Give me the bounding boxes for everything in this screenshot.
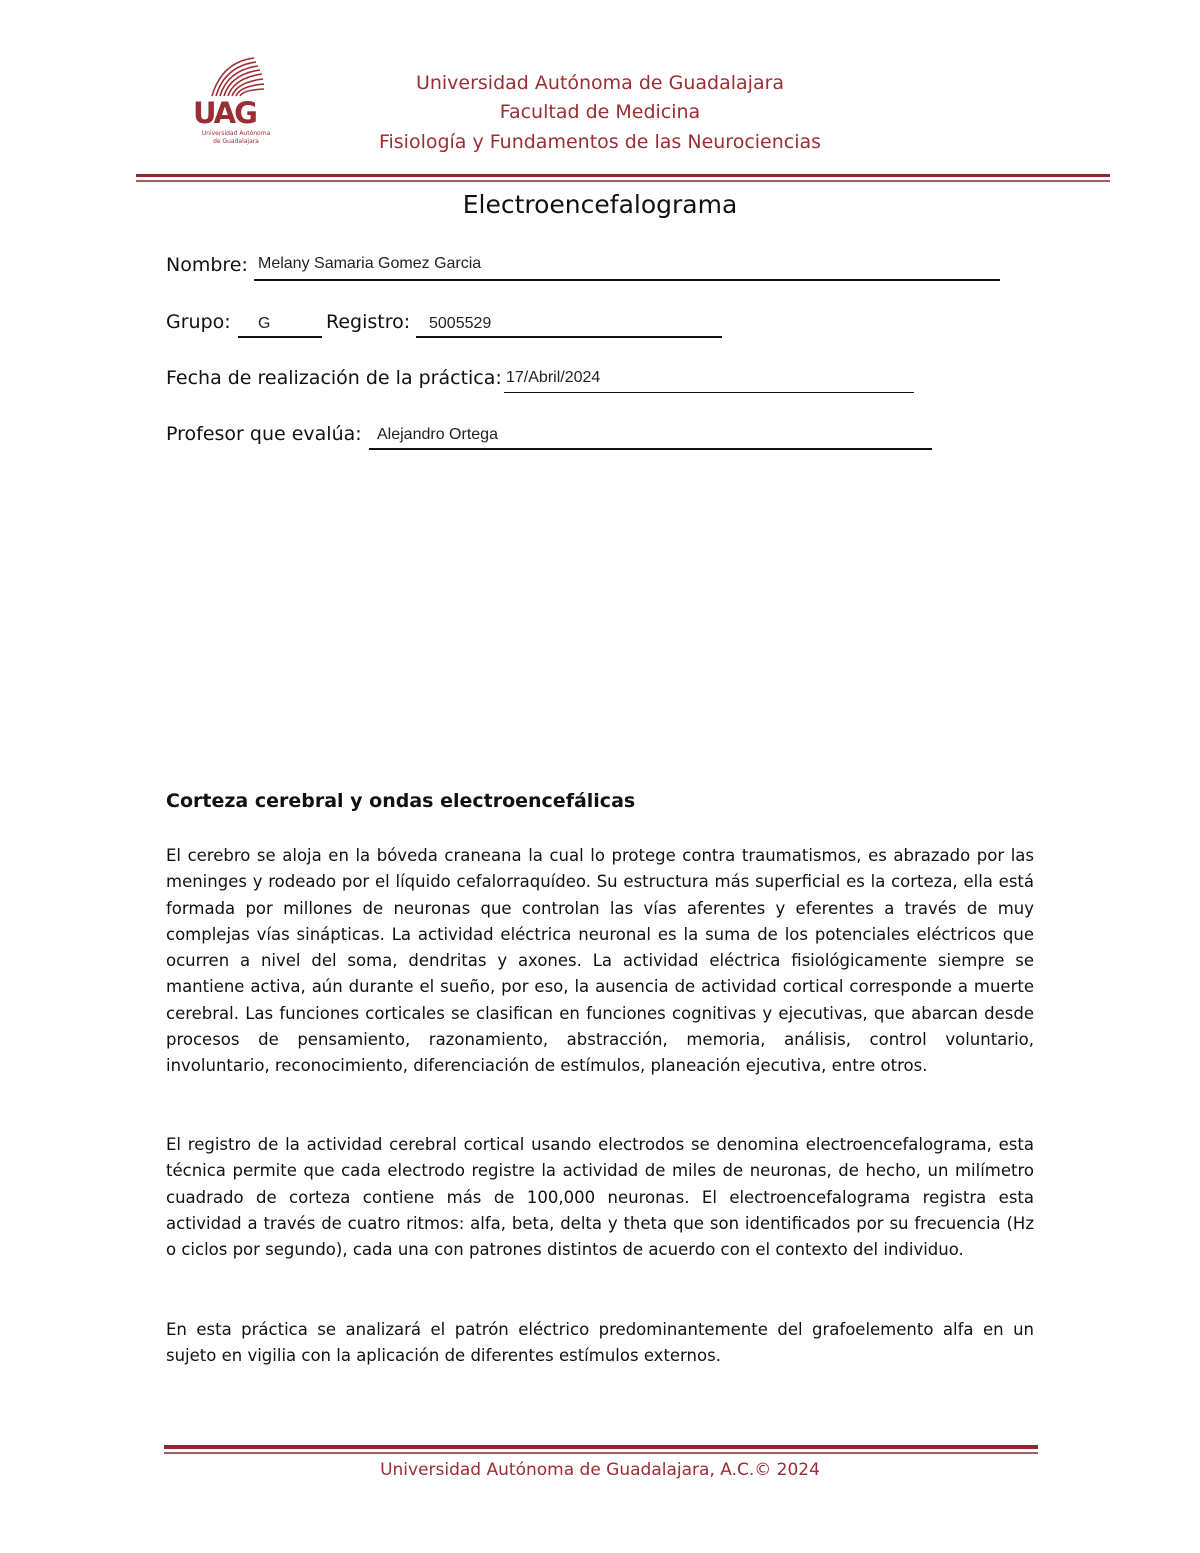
footer-text: Universidad Autónoma de Guadalajara, A.C.© 2024 (380, 1460, 820, 1480)
nombre-row (166, 254, 1006, 284)
profesor-row (166, 423, 946, 453)
grupo-registro-row (166, 311, 766, 341)
faculty-name: Facultad de Medicina (499, 101, 701, 123)
header-rule-bottom (136, 180, 1110, 182)
paragraph-2: El registro de la actividad cerebral cortical usando electrodos se denomina electroencefalograma, esta técnica permite que cada electrodo registre la actividad de miles de neuronas, de hecho, un milímetro cuadrado de corteza contiene más de 100,000 neuronas. El electroencefalograma registra esta actividad a través de cuatro ritmos: alfa, beta, delta y theta que son identificados por su frecuencia (Hz o ciclos por segundo), cada una con patrones distintos de acuerdo con el contexto del individuo. (166, 1135, 1034, 1260)
fecha-line (504, 392, 914, 393)
uag-logo (190, 52, 282, 147)
footer-rule-bottom (164, 1452, 1038, 1454)
svg-text:UAG: UAG (193, 96, 256, 130)
registro-label: Registro: (326, 311, 411, 333)
registro-value: 5005529 (429, 315, 492, 332)
paragraph-1: El cerebro se aloja en la bóveda craneana la cual lo protege contra traumatismos, es abrazado por las meninges y rodeado por el líquido cefalorraquídeo. Su estructura más superficial es la corteza, ella está formada por millones de neuronas que controlan las vías aferentes y eferentes a través de muy complejas vías sinápticas. La actividad eléctrica neuronal es la suma de los potenciales eléctricos que ocurren a nivel del soma, dendritas y axones. La actividad eléctrica fisiológicamente siempre se mantiene activa, aún durante el sueño, por eso, la ausencia de actividad cortical corresponde a muerte cerebral. Las funciones corticales se clasifican en funciones cognitivas y ejecutivas, que abarcan desde procesos de pensamiento, razonamiento, abstracción, memoria, análisis, control voluntario, involuntario, reconocimiento, diferenciación de estímulos, planeación ejecutiva, entre otros. (166, 846, 1034, 1076)
nombre-value: Melany Samaria Gomez Garcia (258, 255, 482, 272)
fecha-row (166, 367, 926, 397)
header-rule-top (136, 174, 1110, 177)
course-name: Fisiología y Fundamentos de las Neurociencias (378, 131, 822, 153)
footer-rule-top (164, 1445, 1038, 1449)
university-name: Universidad Autónoma de Guadalajara (415, 72, 785, 94)
document-title: Electroencefalograma (462, 190, 738, 219)
nombre-line (254, 279, 1000, 281)
svg-text:Universidad Autónoma: Universidad Autónoma (201, 130, 271, 137)
grupo-value: G (258, 315, 271, 332)
profesor-value: Alejandro Ortega (377, 426, 498, 443)
grupo-label: Grupo: (166, 311, 231, 333)
nombre-label: Nombre: (166, 254, 248, 276)
fecha-label: Fecha de realización de la práctica: (166, 367, 502, 389)
profesor-line (369, 448, 932, 450)
profesor-label: Profesor que evalúa: (166, 423, 362, 445)
paragraph-3: En esta práctica se analizará el patrón eléctrico predominantemente del grafoelemento alfa en un sujeto en vigilia con la aplicación de diferentes estímulos externos. (166, 1320, 1034, 1366)
fecha-value: 17/Abril/2024 (506, 369, 601, 386)
grupo-line (238, 336, 322, 338)
registro-line (416, 336, 722, 338)
section-heading: Corteza cerebral y ondas electroencefálicas (166, 790, 636, 812)
svg-text:de Guadalajara: de Guadalajara (213, 138, 259, 145)
